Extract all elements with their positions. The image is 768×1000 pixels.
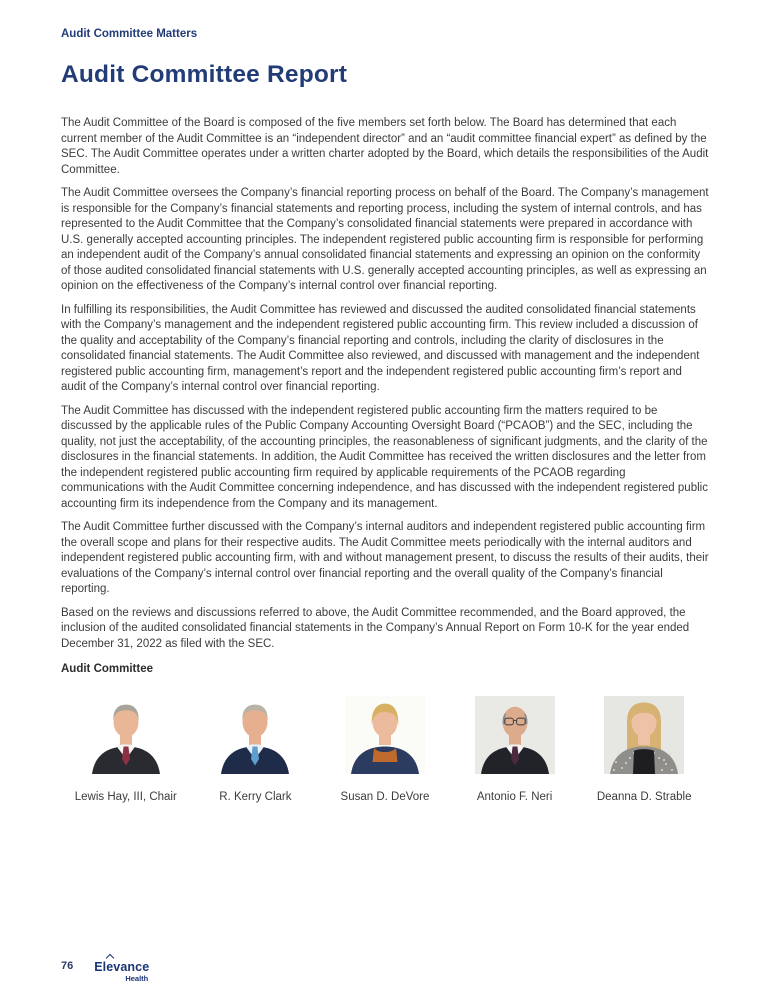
page-number: 76: [61, 960, 74, 972]
member-card: [191, 696, 321, 803]
paragraph: The Audit Committee has discussed with the independent registered public accounting firm the matters required to be discussed by the applicable rules of the Public Company Accounting Oversight Board (“PCAOB”) and the SEC, including the quality, not just the acceptability, of the accounting principles, the reasonableness of significant judgments, and the clarity of the disclosures in the financial statements. In addition, the Audit Committee has received the written disclosures and the letter from the independent registered public accounting firm required by applicable requirements of the PCAOB regarding communications with the Audit Committee concerning independence, and has discussed with the independent registered public accounting firm its independence from the Company and its management.: [61, 404, 708, 510]
member-card: [61, 696, 191, 803]
member-name: Antonio F. Neri: [476, 791, 553, 803]
member-photo: [475, 696, 555, 774]
logo-wordmark: Elevance: [94, 960, 150, 974]
member-photo: [604, 696, 684, 774]
paragraph: Based on the reviews and discussions referred to above, the Audit Committee recommended, and the Board approved, the inclusion of the audited consolidated financial statements in the Company’s Annual Report on Form 10-K for the year ended December 31, 2022 as filed with the SEC.: [61, 606, 690, 650]
elevance-health-logo: [94, 958, 149, 983]
committee-heading: Audit Committee: [61, 663, 153, 675]
paragraph: The Audit Committee oversees the Company’s financial reporting process on behalf of the Board. The Company’s management is responsible for the Company’s financial statements and reporting process, including the system of internal controls, and has represented to the Audit Committee that the Company’s consolidated financial statements were prepared in accordance with U.S. generally accepted accounting principles. The independent registered public accounting firm is responsible for performing an independent audit of the Company’s annual consolidated financial statements and expressing an opinion on the conformity of those audited consolidated financial statements with U.S. generally accepted accounting principles, as well as expressing an opinion on the effectiveness of the Company’s internal control over financial reporting.: [61, 187, 709, 292]
section-eyebrow: Audit Committee Matters: [61, 28, 198, 40]
member-name: Deanna D. Strable: [596, 791, 692, 803]
paragraph: The Audit Committee further discussed with the Company’s internal auditors and independent registered public accounting firm the overall scope and plans for their respective audits. The Audit Committee meets periodically with the internal auditors and independent registered public accounting firm, with and without management present, to discuss the results of their audits, their evaluations of the Company’s internal control over financial reporting and the overall quality of the Company’s financial reporting.: [61, 521, 709, 595]
logo-health-label: Health: [125, 973, 149, 983]
member-photo: [215, 696, 295, 774]
paragraph: The Audit Committee of the Board is composed of the five members set forth below. The Board has determined that each current member of the Audit Committee is an “independent director” and an “audit committee financial expert” as defined by the SEC. The Audit Committee operates under a written charter adopted by the Board, which details the responsibilities of the Audit Committee.: [61, 117, 709, 176]
member-name: Lewis Hay, III, Chair: [74, 791, 177, 803]
member-photo: [345, 696, 425, 774]
member-name: Susan D. DeVore: [340, 791, 430, 803]
member-name: R. Kerry Clark: [219, 791, 292, 803]
page-title: Audit Committee Report: [61, 61, 348, 88]
page-footer: [61, 958, 149, 983]
member-card: [320, 696, 450, 803]
report-body: [61, 116, 709, 652]
paragraph: In fulfilling its responsibilities, the Audit Committee has reviewed and discussed the audited consolidated financial statements with the Company’s management and the independent registered public accounting firm. This review included a discussion of the quality and acceptability of the Company’s financial reporting and controls, including the clarity of disclosures in the consolidated financial statements. The Audit Committee also reviewed, and discussed with management and the independent registered public accounting firm, management’s report and the independent registered public accounting firm’s report and audit of the Company’s internal control over financial reporting.: [61, 303, 700, 393]
page-content: [61, 0, 709, 803]
member-photo: [86, 696, 166, 774]
committee-members-row: [61, 696, 709, 803]
member-card: [450, 696, 580, 803]
member-card: [579, 696, 709, 803]
